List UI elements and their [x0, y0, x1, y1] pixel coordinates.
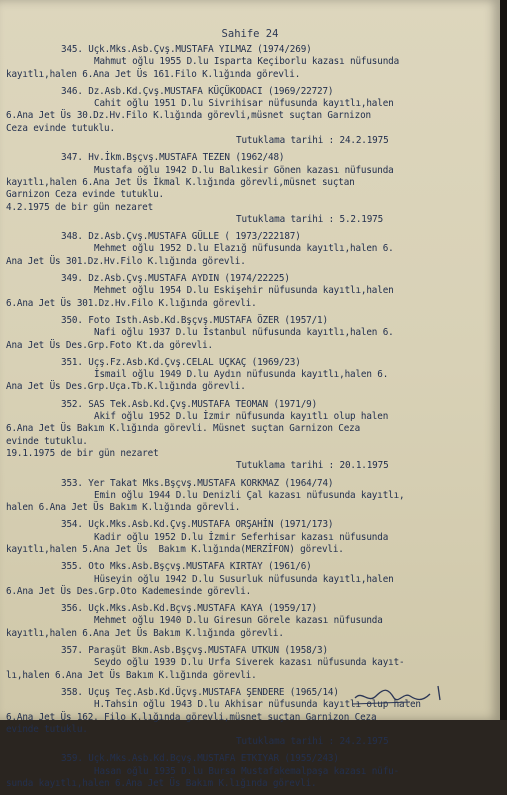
entry-number: 347.: [61, 152, 83, 164]
registry-entry: [6, 603, 496, 640]
entry-number: 349.: [61, 273, 83, 285]
entry-text-line: 6.Ana Jet Üs Des.Grp.Oto Kademesinde görevli.: [6, 585, 252, 597]
entry-text-line: Ana Jet Üs Des.Grp.Foto Kt.da görevli.: [6, 339, 213, 351]
entry-text-line: Nafi oğlu 1937 D.lu İstanbul nüfusunda kayıtlı,halen 6.: [94, 327, 394, 339]
entry-number: 352.: [61, 398, 83, 410]
entry-title-line: [6, 152, 496, 164]
entry-text-line: Mehmet oğlu 1954 D.lu Eskişehir nüfusunda kayıtlı,halen: [94, 285, 394, 297]
entry-number: 354.: [61, 519, 83, 531]
arrest-date: Tutuklama tarihi : 20.1.1975: [236, 460, 389, 472]
entry-text-line: lı,halen 6.Ana Jet Üs Bakım K.lığında görevli.: [6, 669, 257, 681]
registry-entry: [6, 399, 496, 473]
entry-text-line: Hüseyin oğlu 1942 D.lu Susurluk nüfusunda kayıtlı,halen: [94, 573, 394, 585]
entry-number: 348.: [61, 231, 83, 243]
entry-rank-name: Paraşüt Bkm.Asb.Bşçvş.MUSTAFA UTKUN (1958/3): [88, 645, 328, 657]
entry-title-line: [6, 478, 496, 490]
registry-entry: [6, 273, 496, 310]
entry-number: 351.: [61, 356, 83, 368]
entry-title-line: [6, 273, 496, 285]
entry-text-line: 6.Ana Jet Üs 301.Dz.Hv.Filo K.lığında görevli.: [6, 297, 257, 309]
handwritten-signature: [350, 680, 450, 710]
entry-text-line: Ana Jet Üs Des.Grp.Uça.Tb.K.lığında görevli.: [6, 381, 246, 393]
registry-entry: [6, 86, 496, 147]
entry-title-line: [6, 357, 496, 369]
entry-number: 358.: [61, 686, 83, 698]
entry-number: 356.: [61, 603, 83, 615]
page-header: Sahife 24: [221, 28, 279, 40]
entry-text-line: 6.Ana Jet Üs 162. Filo K.lığında görevli,müsnet suçtan Garnizon Ceza: [6, 711, 377, 723]
entry-text-line: Akif oğlu 1952 D.lu İzmir nüfusunda kayıtlı olup halen: [94, 411, 389, 423]
entry-rank-name: Foto Isth.Asb.Kd.Bşçvş.MUSTAFA ÖZER (1957/1): [88, 314, 328, 326]
entry-text-line: 19.1.1975 de bir gün nezaret: [6, 447, 159, 459]
entry-text-line: Mehmet oğlu 1952 D.lu Elazığ nüfusunda kayıtlı,halen 6.: [94, 243, 394, 255]
entry-text-line: Seydo oğlu 1939 D.lu Urfa Siverek kazası nüfusunda kayıt-: [94, 657, 405, 669]
entry-title-line: [6, 645, 496, 657]
registry-entry: [6, 561, 496, 598]
entry-number: 355.: [61, 561, 83, 573]
entry-rank-name: Uçuş Teç.Asb.Kd.Üçvş.MUSTAFA ŞENDERE (1965/14): [88, 686, 339, 698]
entry-text-line: kayıtlı,halen 5.Ana Jet Üs Bakım K.lığında(MERZİFON) görevli.: [6, 543, 344, 555]
entry-text-line: 6.Ana Jet Üs 30.Dz.Hv.Filo K.lığında görevli,müsnet suçtan Garnizon: [6, 110, 371, 122]
arrest-date: Tutuklama tarihi : 24.2.1975: [236, 736, 389, 748]
registry-entry: [6, 231, 496, 268]
entry-number: 345.: [61, 44, 83, 55]
entry-rank-name: Uçş.Fz.Asb.Kd.Çvş.CELAL UÇKAÇ (1969/23): [88, 356, 301, 368]
page-edge-shadow: [500, 0, 507, 720]
registry-entry: [6, 753, 496, 790]
entry-number: 357.: [61, 645, 83, 657]
entry-title-line: [6, 399, 496, 411]
entry-text-line: Ana Jet Üs 301.Dz.Hv.Filo K.lığında görevli.: [6, 255, 246, 267]
entry-rank-name: Uçk.Mks.Asb.Kd.Bçvş.MUSTAFA KAYA (1959/17): [88, 603, 318, 615]
registry-entry: [6, 645, 496, 682]
entry-rank-name: Yer Takat Mks.Bşçvş.MUSTAFA KORKMAZ (1964/74): [88, 477, 334, 489]
entry-text-line: Emin oğlu 1944 D.lu Denizli Çal kazası nüfusunda kayıtlı,: [94, 489, 405, 501]
entry-text-line: Cahit oğlu 1951 D.lu Sivrihisar nüfusunda kayıtlı,halen: [94, 98, 394, 110]
entry-text-line: kayıtlı,halen 6.Ana Jet Üs Bakım K.lığında görevli.: [6, 627, 284, 639]
entry-number: 353.: [61, 477, 83, 489]
entry-rank-name: Oto Mks.Asb.Bşçvş.MUSTAFA KIRTAY (1961/6): [88, 561, 312, 573]
entry-text-line: H.Tahsin oğlu 1943 D.lu Akhisar nüfusunda kayıtlı olup halen: [94, 699, 421, 711]
entry-title-line: [6, 315, 496, 327]
registry-entry: [6, 519, 496, 556]
entry-text-line: 4.2.1975 de bir gün nezaret: [6, 201, 154, 213]
entry-text-line: Kadir oğlu 1952 D.lu İzmir Seferhisar kazası nüfusunda: [94, 531, 389, 543]
entry-rank-name: Uçk.Mks.Asb.Kd.Bçvş.MUSTAFA ETKIYAR (1955/243): [88, 753, 339, 765]
entry-rank-name: SAS Tek.Asb.Kd.Çvş.MUSTAFA TEOMAN (1971/9): [88, 398, 318, 410]
arrest-date: Tutuklama tarihi : 24.2.1975: [236, 135, 389, 147]
entry-title-line: [6, 561, 496, 573]
entry-title-line: [6, 44, 496, 56]
entry-text-line: halen 6.Ana Jet Üs Bakım K.lığında görevli.: [6, 502, 241, 514]
entry-rank-name: Dz.Asb.Çvş.MUSTAFA AYDIN (1974/22225): [88, 273, 290, 285]
entry-number: 350.: [61, 314, 83, 326]
entry-text-line: kayıtlı,halen 6.Ana Jet Üs 161.Filo K.lığında görevli.: [6, 68, 301, 80]
entry-text-line: Hasan oğlu 1935 D.lu Bursa Mustafakemalpaşa kazası nüfu-: [94, 765, 400, 777]
entry-text-line: 6.Ana Jet Üs Bakım K.lığında görevli. Müsnet suçtan Garnizon Ceza: [6, 423, 361, 435]
entry-text-line: İsmail oğlu 1949 D.lu Aydın nüfusunda kayıtlı,halen 6.: [94, 369, 389, 381]
arrest-date: Tutuklama tarihi : 5.2.1975: [236, 213, 384, 225]
entry-title-line: [6, 86, 496, 98]
entry-text-line: Mustafa oğlu 1942 D.lu Balıkesir Gönen kazası nüfusunda: [94, 164, 394, 176]
registry-entry: [6, 152, 496, 226]
registry-entry: [6, 315, 496, 352]
entry-text-line: evinde tutuklu.: [6, 435, 88, 447]
entry-text-line: Garnizon Ceza evinde tutuklu.: [6, 189, 164, 201]
entry-text-line: Mehmet oğlu 1940 D.lu Giresun Görele kazası nüfusunda: [94, 615, 383, 627]
entry-rank-name: Uçk.Mks.Asb.Kd.Çvş.MUSTAFA ORŞAHİN (1971/173): [88, 519, 334, 531]
entry-rank-name: Hv.İkm.Bşçvş.MUSTAFA TEZEN (1962/48): [88, 152, 285, 164]
entry-number: 346.: [61, 85, 83, 97]
registry-entry: [6, 478, 496, 515]
entry-rank-name: Uçk.Mks.Asb.Çvş.MUSTAFA YILMAZ (1974/269): [88, 44, 312, 55]
entry-text-line: sunda kayıtlı,halen 6.Ana Jet Üs Bakım K.lığında görevli.: [6, 778, 317, 790]
entry-title-line: [6, 753, 496, 765]
entry-number: 359.: [61, 753, 83, 765]
entry-rank-name: Dz.Asb.Çvş.MUSTAFA GÜLLE ( 1973/222187): [88, 231, 301, 243]
entry-title-line: [6, 519, 496, 531]
entry-rank-name: Dz.Asb.Kd.Çvş.MUSTAFA KÜÇÜKODACI (1969/22727): [88, 85, 334, 97]
entry-title-line: [6, 231, 496, 243]
entry-text-line: evinde tutuklu.: [6, 723, 88, 735]
entry-text-line: kayıtlı,halen 6.Ana Jet Üs İkmal K.lığında görevli,müsnet suçtan: [6, 176, 355, 188]
entry-title-line: [6, 603, 496, 615]
entry-text-line: Mahmut oğlu 1955 D.lu Isparta Keçiborlu kazası nüfusunda: [94, 56, 400, 68]
entry-text-line: Ceza evinde tutuklu.: [6, 122, 115, 134]
registry-entry: [6, 44, 496, 81]
registry-entry: [6, 357, 496, 394]
